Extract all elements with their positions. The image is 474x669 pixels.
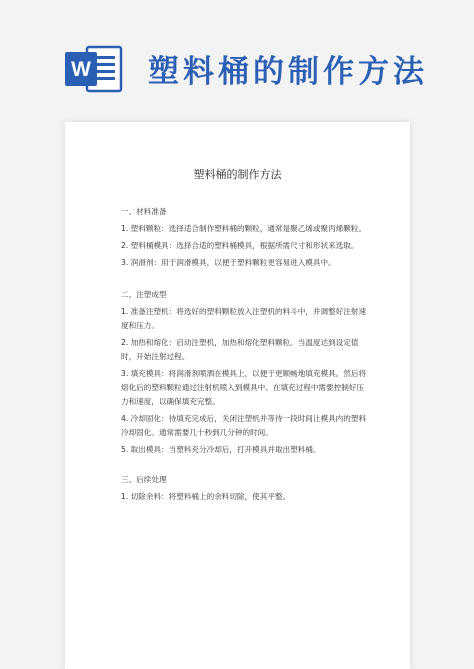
list-item: 3. 填充模具：将润滑剂喷洒在模具上，以便于更顺畅地填充模具。然后将熔化后的塑料颗粒通过注射机喷入到模具中。在填充过程中需要控制好压力和速度，以确保填充完整。 — [121, 369, 367, 406]
header-title: 塑料桶的制作方法 — [148, 54, 428, 90]
list-item: 2. 加热和熔化：启动注塑机，加热和熔化塑料颗粒。当温度达到设定值时，开始注射过程。 — [121, 338, 359, 361]
svg-text:W: W — [71, 58, 91, 81]
document-body — [121, 205, 371, 504]
list-item: 1. 塑料颗粒：选择适合制作塑料桶的颗粒，通常是聚乙烯或聚丙烯颗粒。 — [121, 224, 367, 233]
list-item: 4. 冷却固化：待填充完成后，关闭注塑机并等待一段时间让模具内的塑料冷却固化。通常需要几十秒到几分钟的时间。 — [121, 414, 367, 437]
section-heading: 一、材料准备 — [121, 207, 167, 216]
list-item: 1. 准备注塑机：将选好的塑料颗粒放入注塑机的料斗中，并调整好注射速度和压力。 — [121, 307, 367, 330]
list-item: 1. 切除余料：将塑料桶上的余料切除，使其平整。 — [121, 492, 291, 501]
section-heading: 三、后续处理 — [121, 475, 167, 484]
word-doc-icon — [63, 44, 125, 94]
list-item: 3. 润滑剂：用于润滑模具，以便于塑料颗粒更容易进入模具中。 — [121, 258, 336, 267]
document-page — [65, 122, 410, 669]
document-title: 塑料桶的制作方法 — [193, 168, 282, 181]
header-banner — [0, 0, 474, 110]
section-heading: 二、注塑成型 — [121, 290, 167, 299]
list-item: 2. 塑料桶模具：选择合适的塑料桶模具，根据所需尺寸和形状来选取。 — [121, 241, 359, 250]
list-item: 5. 取出模具：当塑料充分冷却后，打开模具并取出塑料桶。 — [121, 445, 321, 454]
